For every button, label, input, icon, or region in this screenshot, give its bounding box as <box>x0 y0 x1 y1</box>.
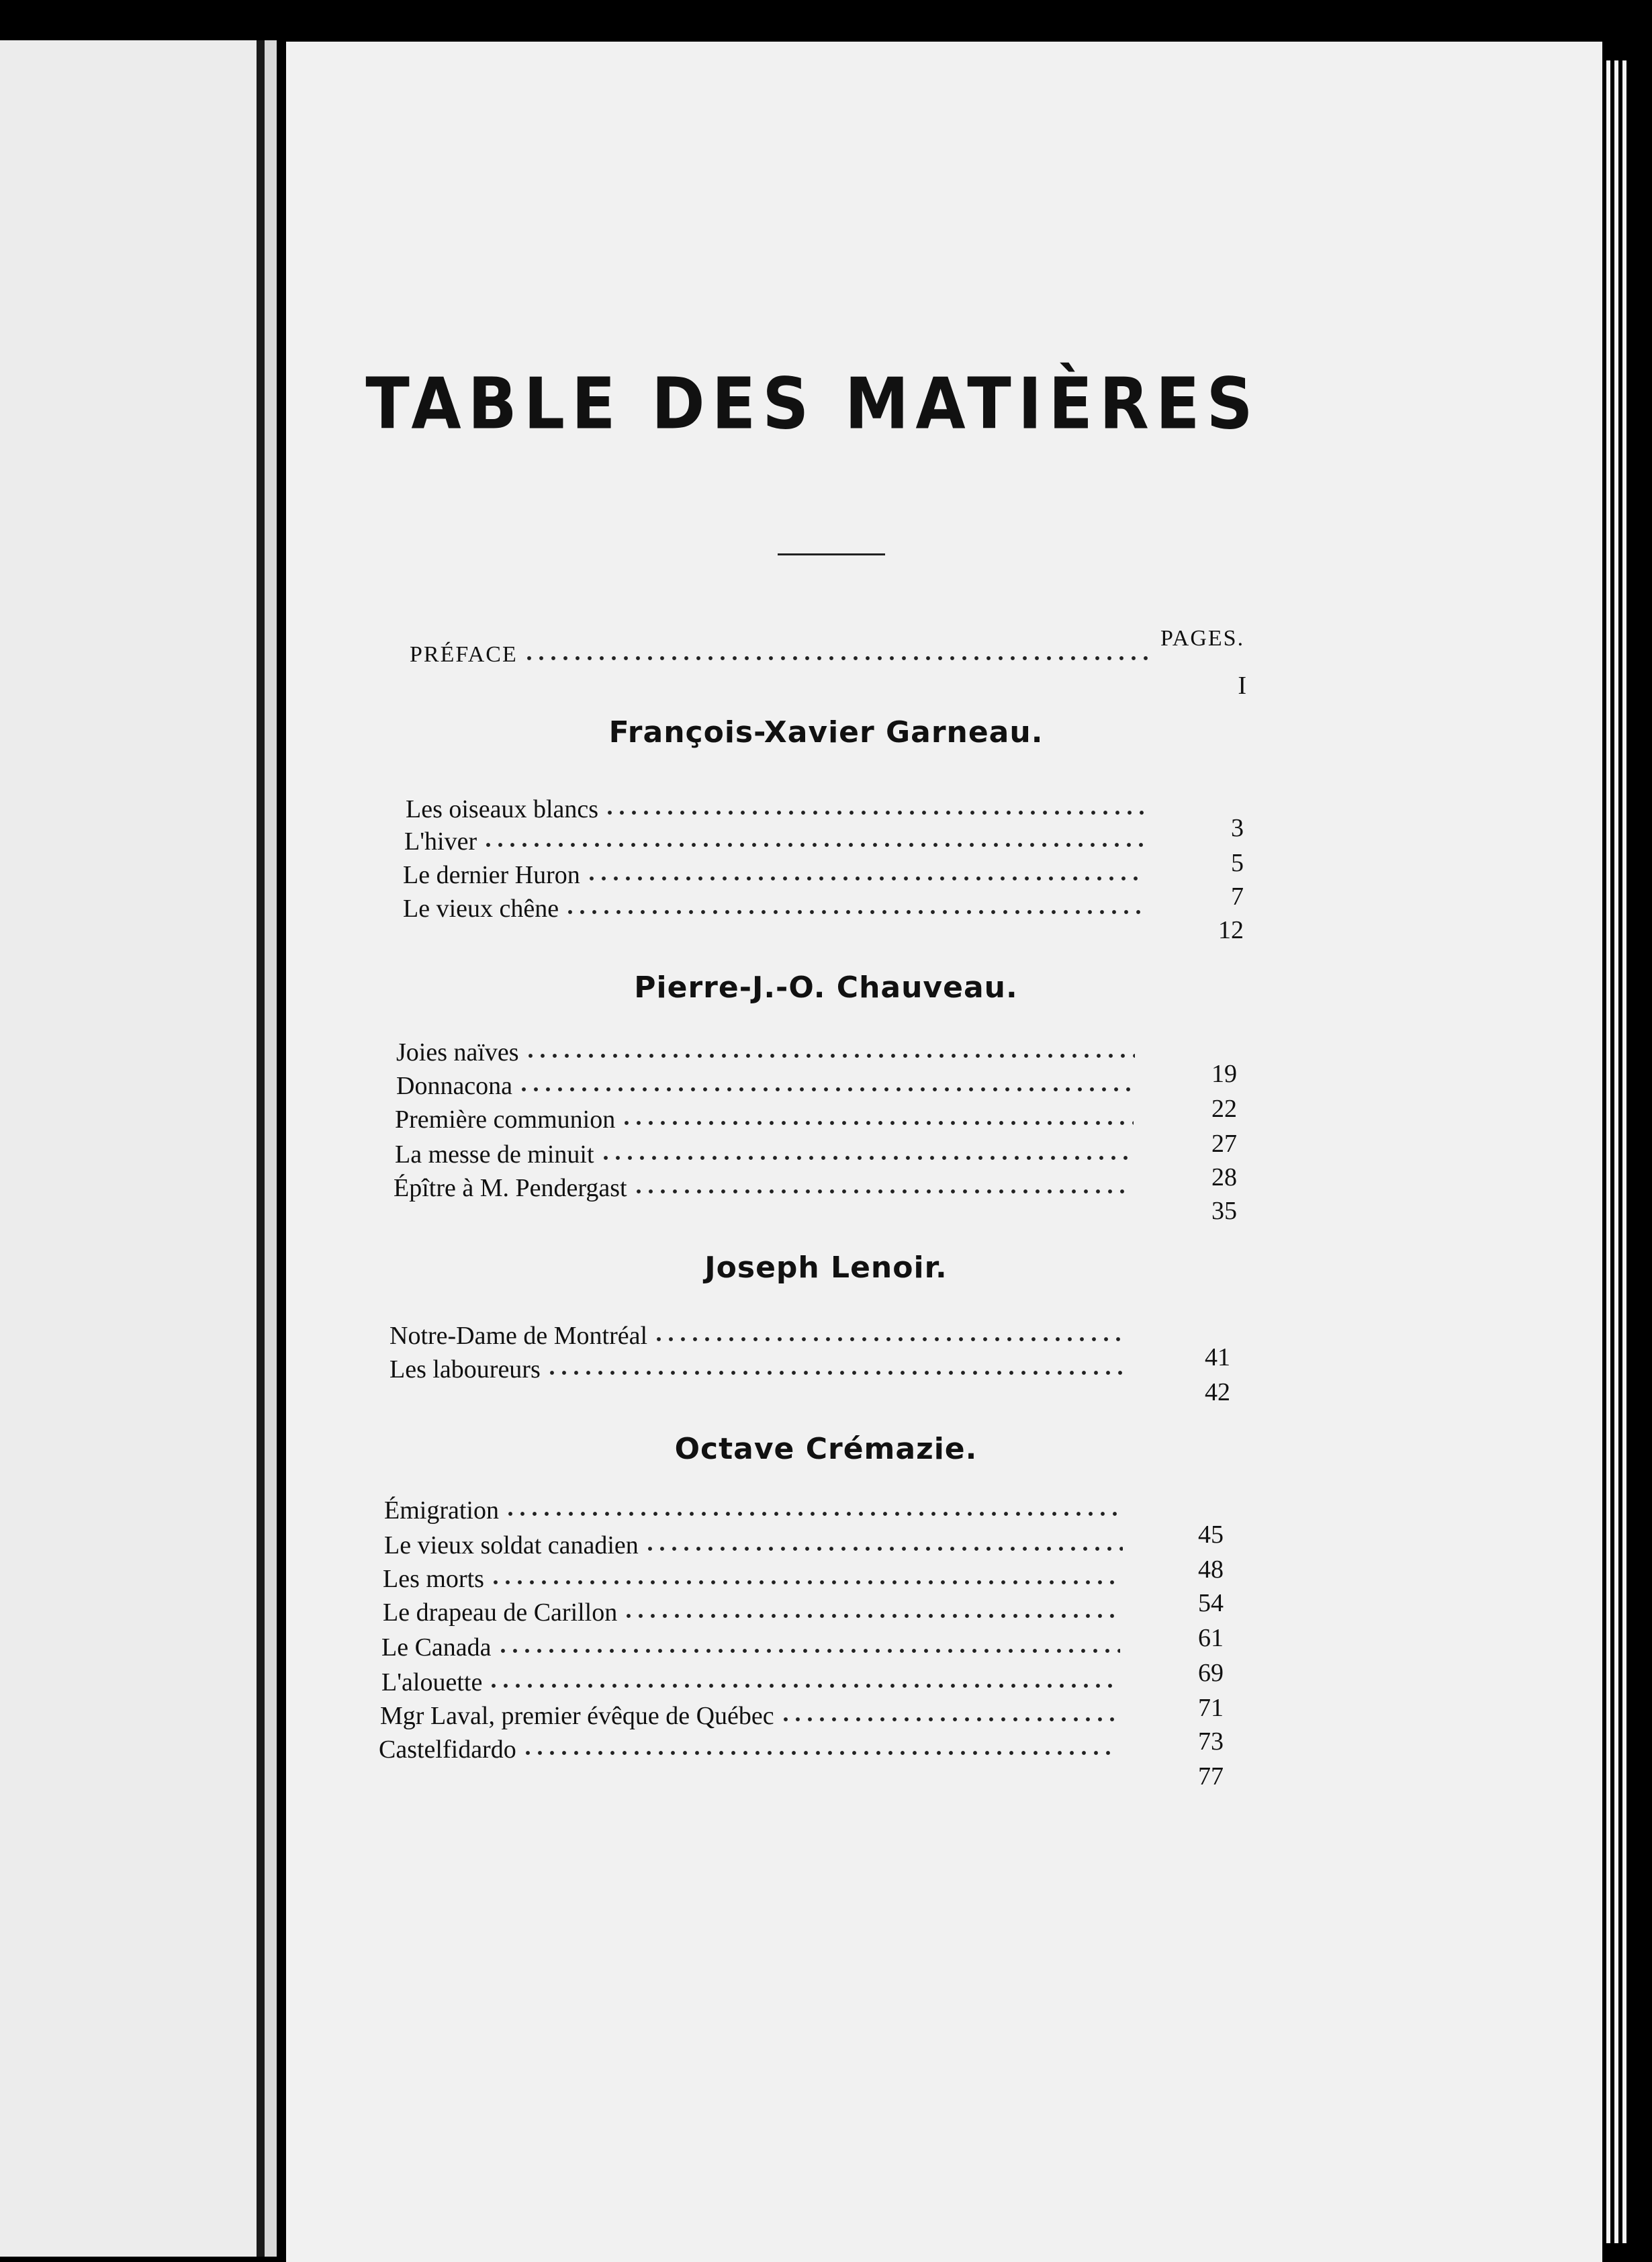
entry-page: 19 <box>1211 1060 1237 1088</box>
leader-dots <box>546 1366 1128 1379</box>
toc-entry <box>383 1596 1121 1629</box>
toc-entry <box>395 1138 1134 1171</box>
entry-label: Le dernier Huron <box>403 861 580 889</box>
page-title: TABLE DES MATIÈRES <box>365 362 1260 445</box>
author-heading: Octave Crémazie. <box>674 1432 978 1466</box>
entry-label: Donnacona <box>396 1072 513 1100</box>
entry-label: Le vieux chêne <box>403 895 559 923</box>
leader-dots <box>518 1083 1135 1096</box>
toc-entry <box>381 1631 1120 1664</box>
leader-dots <box>490 1576 1121 1589</box>
leader-dots <box>586 872 1142 885</box>
entry-label: Les morts <box>383 1565 484 1593</box>
toc-entry <box>384 1529 1123 1562</box>
toc-entry <box>404 825 1143 858</box>
entry-page: 73 <box>1198 1727 1224 1756</box>
entry-label: L'alouette <box>381 1668 483 1696</box>
leader-dots <box>653 1332 1128 1346</box>
leader-dots <box>523 651 1148 665</box>
leader-dots <box>524 1049 1135 1062</box>
author-heading: François-Xavier Garneau. <box>608 715 1044 750</box>
toc-entry <box>389 1353 1128 1386</box>
leader-dots <box>504 1507 1123 1521</box>
entry-page: 3 <box>1231 814 1244 842</box>
entry-page: 27 <box>1211 1130 1237 1158</box>
leader-dots <box>488 1679 1120 1692</box>
leader-dots <box>623 1609 1121 1623</box>
author-heading: Joseph Lenoir. <box>704 1251 948 1285</box>
entry-page: 5 <box>1231 849 1244 877</box>
entry-page: 69 <box>1198 1659 1224 1687</box>
entry-label: Les oiseaux blancs <box>406 795 599 823</box>
toc-entry <box>396 1036 1135 1069</box>
toc-entry <box>384 1494 1123 1527</box>
leader-dots <box>497 1644 1120 1658</box>
entry-page: 48 <box>1198 1555 1224 1584</box>
toc-entry <box>381 1666 1120 1699</box>
toc-entry <box>406 793 1144 826</box>
entry-page: 12 <box>1218 916 1244 944</box>
entry-page: 71 <box>1198 1694 1224 1722</box>
toc-entry <box>394 1171 1132 1205</box>
toc-entry <box>396 1069 1135 1103</box>
toc-entry <box>395 1103 1134 1136</box>
entry-label: Castelfidardo <box>379 1735 516 1764</box>
author-heading: Pierre-J.-O. Chauveau. <box>634 970 1018 1005</box>
toc-entry <box>383 1562 1121 1596</box>
toc-entry <box>379 1733 1117 1766</box>
entry-label: PRÉFACE <box>410 642 518 667</box>
entry-label: L'hiver <box>404 827 477 856</box>
entry-page: 54 <box>1198 1589 1224 1617</box>
entry-page: 61 <box>1198 1624 1224 1652</box>
entry-label: Émigration <box>384 1496 499 1525</box>
entry-page: 42 <box>1205 1378 1230 1406</box>
entry-page: I <box>1238 672 1246 700</box>
leader-dots <box>644 1542 1123 1555</box>
entry-page: 41 <box>1205 1343 1230 1371</box>
toc-entry <box>380 1699 1119 1733</box>
entry-label: Épître à M. Pendergast <box>394 1174 627 1202</box>
entry-label: Le Canada <box>381 1633 492 1662</box>
leader-dots <box>600 1151 1134 1165</box>
entry-page: 7 <box>1231 883 1244 911</box>
leader-dots <box>604 806 1144 819</box>
entry-label: Joies naïves <box>396 1038 519 1067</box>
entry-label: Le vieux soldat canadien <box>384 1531 639 1559</box>
entry-page: 22 <box>1211 1095 1237 1123</box>
leader-dots <box>482 838 1143 852</box>
entry-label: Première communion <box>395 1105 616 1134</box>
entry-label: Mgr Laval, premier évêque de Québec <box>380 1702 774 1730</box>
leader-dots <box>633 1185 1132 1198</box>
entry-label: Notre-Dame de Montréal <box>389 1322 648 1350</box>
entry-page: 45 <box>1198 1521 1224 1549</box>
leader-dots <box>780 1713 1119 1726</box>
entry-page: 35 <box>1211 1197 1237 1225</box>
toc-entry <box>403 892 1142 925</box>
toc-entry <box>403 858 1142 892</box>
title-rule <box>778 553 885 555</box>
entry-page: 28 <box>1211 1163 1237 1191</box>
toc-entry <box>389 1319 1128 1353</box>
leader-dots <box>564 905 1142 919</box>
entry-page: 77 <box>1198 1762 1224 1791</box>
entry-label: La messe de minuit <box>395 1140 594 1169</box>
leader-dots <box>522 1746 1117 1760</box>
toc-entry-preface <box>410 638 1148 672</box>
entry-label: Le drapeau de Carillon <box>383 1598 618 1627</box>
entry-label: Les laboureurs <box>389 1355 541 1384</box>
pages-column-label: PAGES. <box>1160 626 1245 651</box>
leader-dots <box>621 1116 1134 1130</box>
